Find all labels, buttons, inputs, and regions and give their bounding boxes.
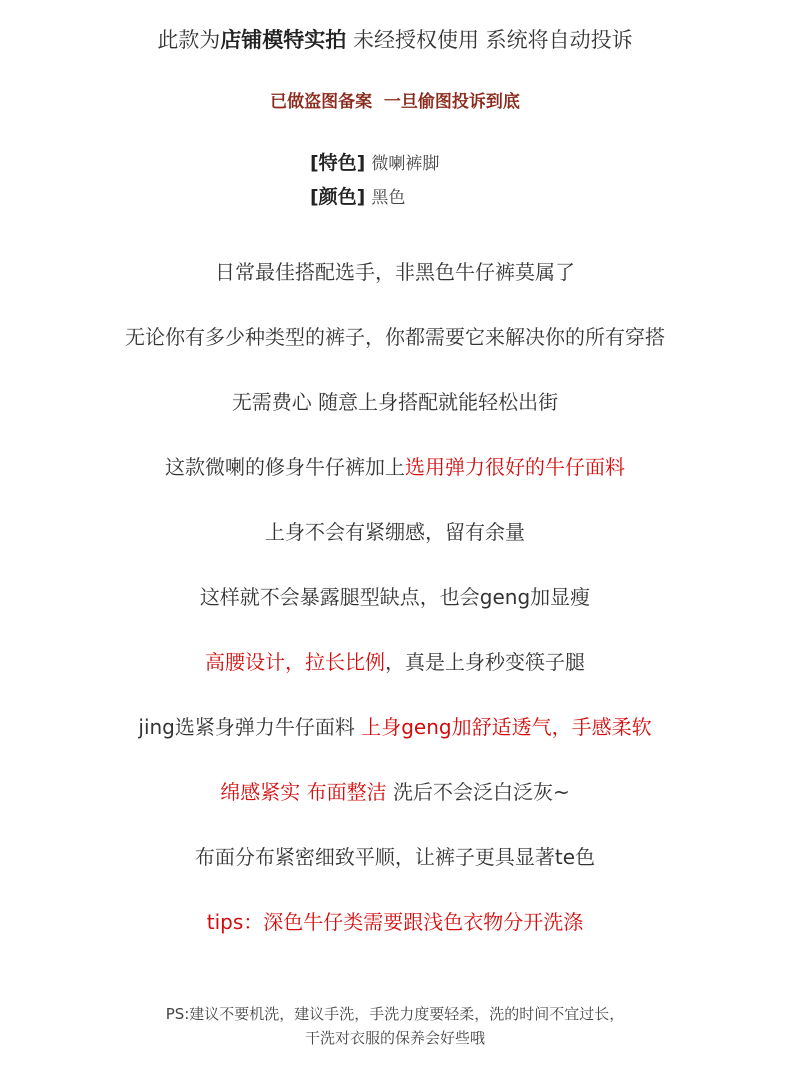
description-line xyxy=(0,646,790,675)
description-line xyxy=(0,711,790,740)
color-value: 黑色 xyxy=(371,188,406,208)
notice-bold-text: 店铺模特实拍 xyxy=(220,28,347,52)
description-line: 无需费心 随意上身搭配就能轻松出街 xyxy=(231,390,559,414)
copyright-notice xyxy=(0,24,790,54)
description-line xyxy=(0,451,790,480)
description-line xyxy=(0,776,790,805)
feature-value: 微喇裤脚 xyxy=(371,154,440,174)
description-text: 这款微喇的修身牛仔裤加上 xyxy=(165,455,405,479)
description-highlight: 绵感紧实 布面整洁 xyxy=(220,780,387,804)
description-line: 日常最佳搭配选手，非黑色牛仔裤莫属了 xyxy=(215,260,575,284)
description-line: 无论你有多少种类型的裤子，你都需要它来解决你的所有穿搭 xyxy=(125,325,665,349)
description-text: 洗后不会泛白泛灰~ xyxy=(386,780,570,804)
care-tip: tips：深色牛仔类需要跟浅色衣物分开洗涤 xyxy=(206,910,584,934)
color-row xyxy=(310,182,405,209)
feature-key: [特色] xyxy=(310,152,366,174)
notice-text-2: 未经授权使用 系统将自动投诉 xyxy=(346,28,633,52)
ps-note-line-2: 干洗对衣服的保养会好些哦 xyxy=(304,1029,485,1047)
description-highlight: 选用弹力很好的牛仔面料 xyxy=(405,455,625,479)
color-key: [颜色] xyxy=(310,186,366,208)
theft-warning: 已做盗图备案 一旦偷图投诉到底 xyxy=(270,92,520,112)
notice-text-1: 此款为 xyxy=(157,28,221,52)
description-text: jing选紧身弹力牛仔面料 xyxy=(138,715,362,739)
description-highlight: 上身geng加舒适透气，手感柔软 xyxy=(361,715,652,739)
description-line: 布面分布紧密细致平顺，让裤子更具显著te色 xyxy=(194,845,596,869)
ps-note-line-1: PS:建议不要机洗，建议手洗，手洗力度要轻柔，洗的时间不宜过长， xyxy=(165,1005,625,1023)
description-line: 上身不会有紧绷感，留有余量 xyxy=(265,520,525,544)
description-line: 这样就不会暴露腿型缺点，也会geng加显瘦 xyxy=(199,585,591,609)
description-text: ，真是上身秒变筷子腿 xyxy=(385,650,585,674)
feature-row xyxy=(310,148,439,175)
description-highlight: 高腰设计，拉长比例 xyxy=(205,650,385,674)
